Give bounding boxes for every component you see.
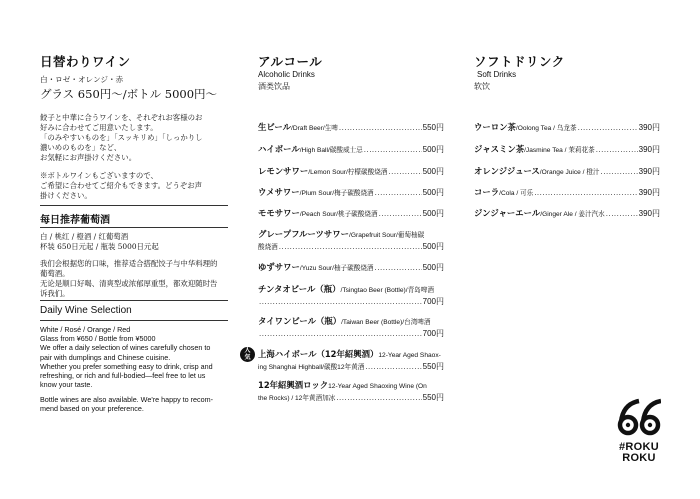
logo-text-line1: #ROKU (618, 441, 659, 453)
wine-zh-desc-line: 诉我们。 (40, 289, 70, 298)
wine-en-line: know your taste. (40, 380, 93, 390)
item-price: 700円 (422, 297, 444, 306)
soft-subtitle-en: Soft Drinks (477, 70, 517, 79)
leader-dots (339, 123, 422, 134)
item-price: 390円 (638, 188, 660, 197)
item-desc: /Tsingtao Beer (Bottle)/青岛啤酒 (340, 287, 434, 294)
item-name: ジャスミン茶 (474, 144, 525, 154)
item-price: 550円 (422, 362, 444, 371)
wine-desc-jp-line: 濃いめのものを」など、 (40, 143, 122, 152)
item-desc: 12-Year Aged Shaox- (378, 352, 441, 359)
item-name: ジンジャーエール (474, 208, 541, 218)
item-desc: /Draft Beer/生啤 (291, 125, 338, 132)
item-desc: /Taiwan Beer (Bottle)/台湾啤酒 (341, 319, 431, 326)
item-name: レモンサワー (258, 166, 309, 176)
leader-dots (375, 263, 422, 274)
wine-desc-jp-line: 餃子と中華に合うワインを、それぞれお客様のお (40, 113, 203, 122)
soft-title: ソフトドリンク (474, 54, 565, 69)
leader-dots (279, 242, 422, 253)
menu-item-cola (474, 187, 660, 199)
wine-en-line: We offer a daily selection of wines carefully chosen to (40, 343, 211, 353)
item-price: 550円 (422, 123, 444, 132)
wine-title: 日替わりワイン (40, 54, 131, 69)
leader-dots (388, 167, 421, 178)
item-price: 390円 (638, 123, 660, 132)
wine-zh-desc-line: 葡萄酒。 (40, 269, 70, 278)
leader-dots (364, 145, 422, 156)
wine-zh-types: 白 / 桃红 / 橙酒 / 红葡萄酒 (40, 232, 129, 241)
leader-dots (259, 329, 422, 340)
alcohol-title: アルコール (258, 54, 323, 69)
wine-types: 白・ロゼ・オレンジ・赤 (40, 75, 124, 84)
item-price: 500円 (422, 167, 444, 176)
item-price: 390円 (638, 167, 660, 176)
menu-item-orange-juice (474, 166, 660, 178)
menu-item-oolong-tea (474, 122, 660, 134)
menu-item-shaoxing-rock (258, 380, 444, 404)
item-price: 700円 (422, 329, 444, 338)
wine-zh-title: 每日推荐葡萄酒 (40, 215, 110, 226)
item-name: 生ビール (258, 122, 291, 132)
item-price: 500円 (422, 263, 444, 272)
menu-item-peach-sour (258, 208, 444, 220)
item-price: 390円 (638, 209, 660, 218)
wine-en-note-line: Bottle wines are also available. We're happy to recom- (40, 395, 214, 404)
item-desc: /Peach Sour/桃子碳酸烧酒 (299, 211, 378, 218)
menu-item-yuzu-sour (258, 262, 444, 274)
item-desc: /Grapefruit Sour/葡萄柚碳 (349, 232, 425, 239)
item-price: 500円 (422, 242, 444, 251)
item-price: 500円 (422, 145, 444, 154)
item-desc-cont: the Rocks) / 12年黄酒加冰 (258, 395, 336, 402)
wine-zh-price: 杯装 650日元起 / 瓶装 5000日元起 (40, 242, 159, 251)
item-name: タイワンビール（瓶） (258, 316, 342, 326)
leader-dots (259, 297, 422, 308)
soft-subtitle-zh: 软饮 (474, 82, 490, 91)
wine-en-line: pair with dumplings and Chinese cuisine. (40, 352, 171, 362)
leader-dots (596, 145, 638, 156)
wine-en-note (40, 395, 213, 413)
popular-badge (240, 347, 255, 362)
leader-dots (606, 209, 638, 220)
leader-dots (534, 188, 637, 199)
roku-logo-mark-icon (617, 398, 661, 438)
wine-note-jp (40, 171, 202, 201)
wine-en-line: Whether you prefer something easy to drink, crisp and (40, 361, 213, 371)
logo-text-line2: ROKU (622, 452, 656, 464)
menu-item-ginger-ale (474, 208, 660, 220)
wine-desc-jp (40, 113, 203, 163)
item-desc: /Jasmine Tea / 茉莉花茶 (524, 147, 595, 154)
wine-zh-desc-line: 无论是顺口好喝、清爽型或浓郁厚重型，都欢迎随时告 (40, 279, 218, 288)
alcohol-subtitle-zh: 酒类饮品 (258, 82, 290, 91)
item-name: チンタオビール（瓶） (258, 284, 341, 294)
item-name: 上海ハイボール（12年紹興酒） (258, 349, 379, 359)
wine-en-line: Glass from ¥650 / Bottle from ¥5000 (40, 334, 156, 344)
item-price: 500円 (422, 188, 444, 197)
item-desc: /Lemon Sour/柠檬碳酸烧酒 (308, 169, 388, 176)
item-price: 500円 (422, 209, 444, 218)
roku-logo (617, 398, 661, 464)
menu-item-jasmine-tea (474, 144, 660, 156)
leader-dots (375, 188, 422, 199)
wine-en-line: refreshing, or rich and full-bodied—feel free to let us (40, 371, 206, 381)
item-desc: /Ginger Ale / 姜汁汽水 (540, 211, 605, 218)
item-name: グレープフルーツサワー (258, 229, 350, 239)
wine-note-jp-line: ご希望に合わせてご紹介もできます。どうぞお声 (40, 181, 203, 190)
leader-dots (336, 393, 421, 404)
menu-item-plum-sour (258, 187, 444, 199)
item-desc: /Cola / 可乐 (499, 190, 534, 197)
wine-note-jp-line: ※ボトルワインもございますので、 (40, 171, 158, 180)
item-desc: /Oolong Tea / 乌龙茶 (515, 125, 577, 132)
menu-item-lemon-sour (258, 166, 444, 178)
item-price: 550円 (422, 393, 444, 402)
alcohol-subtitle-en: Alcoholic Drinks (258, 70, 315, 79)
item-desc: 12-Year Aged Shaoxing Wine (On (328, 383, 427, 390)
wine-price-line: グラス 650円〜/ボトル 5000円〜 (40, 87, 218, 101)
menu-item-highball (258, 144, 444, 156)
leader-dots (379, 209, 422, 220)
leader-dots (578, 123, 638, 134)
item-name: ウメサワー (258, 187, 300, 197)
wine-zh-desc (40, 259, 217, 299)
popular-badge-char: 気 (244, 354, 251, 361)
item-desc: /Yuzu Sour/柚子碳酸烧酒 (299, 265, 374, 272)
wine-en-line: White / Rosé / Orange / Red (40, 325, 131, 334)
wine-note-jp-line: 掛けください。 (40, 191, 92, 200)
item-desc-cont: ing Shanghai Highball/碳酸12年黄酒 (258, 364, 365, 371)
leader-dots (601, 167, 638, 178)
divider (40, 300, 228, 301)
item-desc: /Plum Sour/梅子碳酸烧酒 (299, 190, 374, 197)
item-name: ウーロン茶 (474, 122, 516, 132)
menu-item-tsingtao-beer (258, 284, 444, 308)
item-name: ハイボール (258, 144, 300, 154)
divider (40, 205, 228, 206)
leader-dots (365, 362, 421, 373)
item-price: 390円 (638, 145, 660, 154)
menu-item-grapefruit-sour (258, 229, 444, 253)
wine-desc-jp-line: 好みに合わせてご用意いたします。 (40, 123, 158, 132)
item-desc: /Orange Juice / 橙汁 (539, 169, 600, 176)
item-desc: /High Ball/碳酸威士忌 (299, 147, 363, 154)
item-name: オレンジジュース (474, 166, 540, 176)
item-name: コーラ (474, 187, 500, 197)
wine-desc-jp-line: 「のみやすいものを」「スッキリめ」「しっかりし (40, 133, 203, 142)
divider (40, 227, 228, 228)
wine-en-body (40, 325, 213, 389)
item-name: 12年紹興酒ロック (258, 380, 329, 390)
popular-badge-char: 人 (244, 347, 251, 354)
wine-zh-desc-line: 我们会根据您的口味，推荐适合搭配饺子与中华料理的 (40, 259, 218, 268)
menu-item-shanghai-highball (258, 349, 444, 373)
item-name: モモサワー (258, 208, 300, 218)
wine-en-title: Daily Wine Selection (40, 305, 132, 316)
wine-en-note-line: mend based on your preference. (40, 404, 144, 414)
wine-desc-jp-line: お気軽にお声掛けください。 (40, 153, 137, 162)
menu-item-taiwan-beer (258, 316, 444, 340)
divider (40, 320, 228, 321)
item-desc-cont: 酸烧酒 (258, 244, 278, 251)
menu-item-draft-beer (258, 122, 444, 134)
item-name: ゆずサワー (258, 262, 300, 272)
